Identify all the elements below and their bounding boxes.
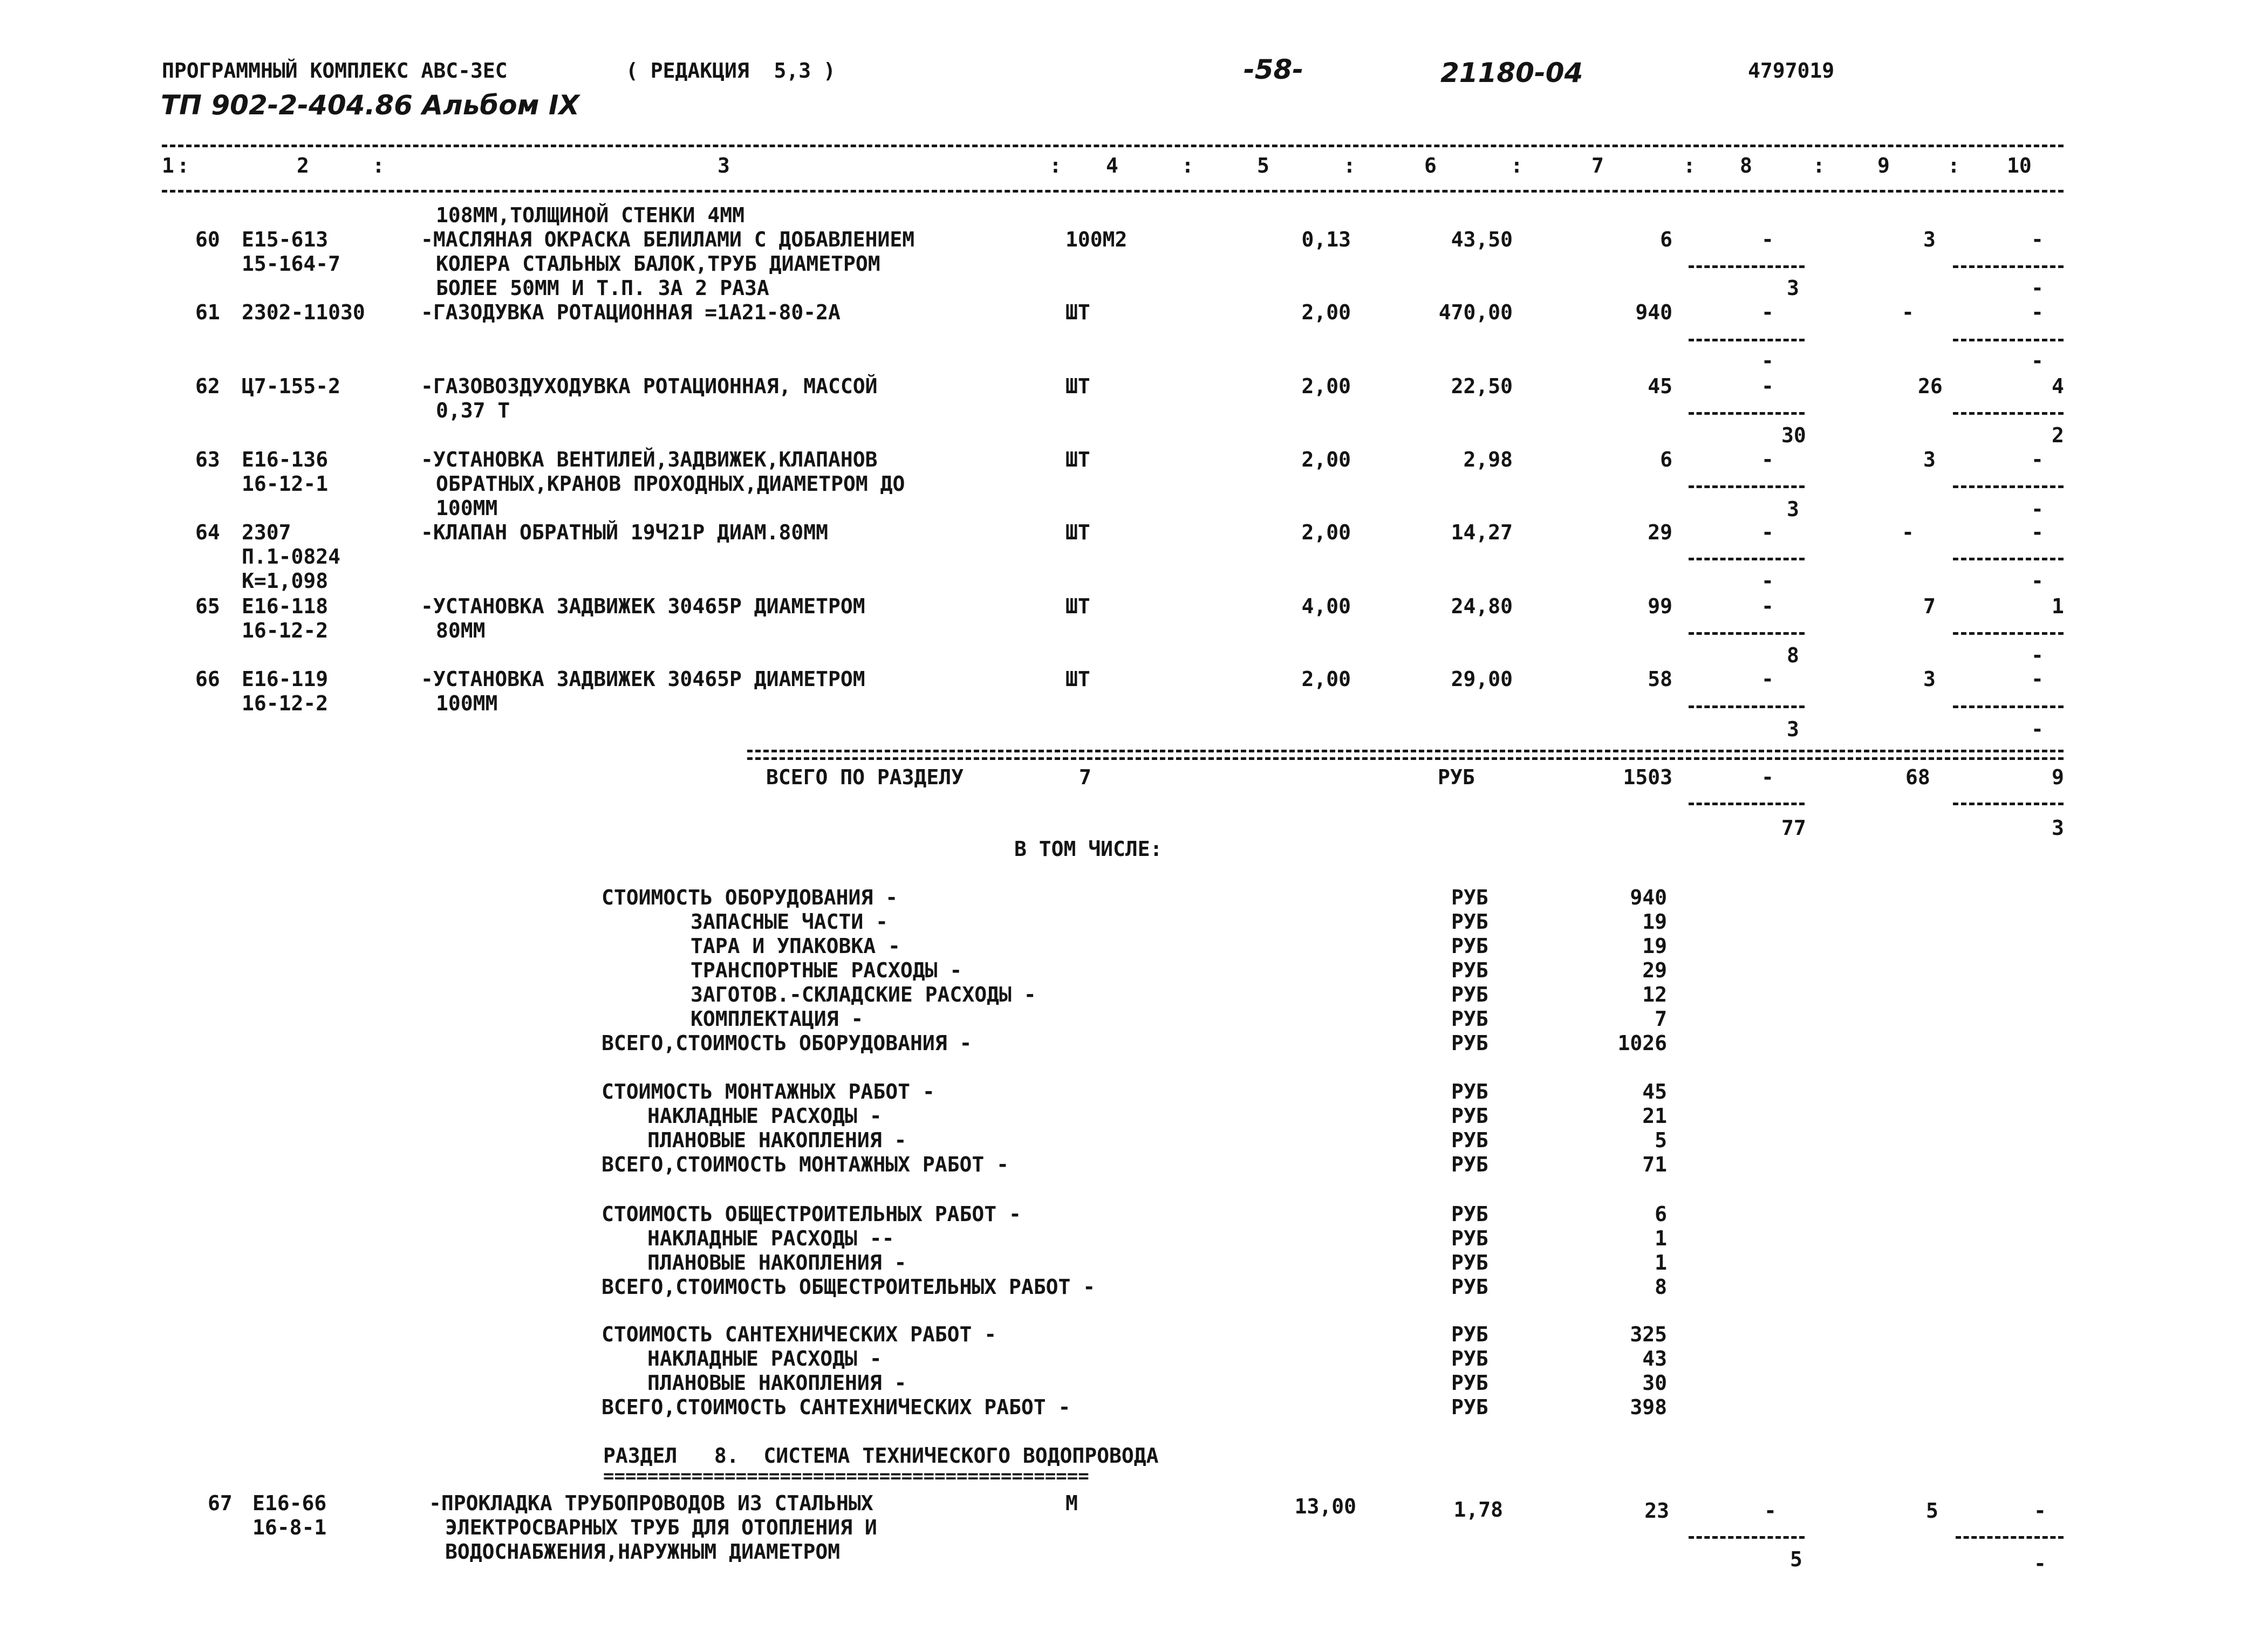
row-name-line: -УСТАНОВКА ЗАДВИЖЕК 30465Р ДИАМЕТРОМ [421,594,865,618]
header-rule-bottom [162,190,2064,193]
row-name-line: ВОДОСНАБЖЕНИЯ,НАРУЖНЫМ ДИАМЕТРОМ [445,1540,841,1564]
row-number: 65 [195,594,220,618]
breakdown-unit: РУБ [1451,1251,1488,1274]
row-col8-below: - [1761,349,1774,373]
section-total-rule [747,757,2064,760]
row-col8-rule [1689,412,1805,415]
breakdown-value: 940 [1630,886,1667,909]
program-title: ПРОГРАММНЫЙ КОМПЛЕКС АВС-3ЕС [162,59,508,83]
row-col10-below: - [2031,497,2044,521]
row-col8-below: 3 [1787,497,1799,521]
breakdown-label: ЗАПАСНЫЕ ЧАСТИ - [691,910,889,934]
row-code-line: 16-12-2 [242,691,329,715]
row-name-line: -УСТАНОВКА ВЕНТИЛЕЙ,ЗАДВИЖЕК,КЛАПАНОВ [421,448,878,471]
row-col10: - [2031,667,2044,691]
row-quantity: 2,00 [1301,667,1351,691]
row-col8: - [1761,594,1774,618]
breakdown-value: 29 [1642,958,1667,982]
breakdown-value: 19 [1642,910,1667,934]
col-sep: : [372,154,385,177]
row-col9: 3 [1923,667,1936,691]
row-total: 940 [1635,300,1672,324]
column-header-cell: 2 [297,154,309,177]
breakdown-label: СТОИМОСТЬ ОБЩЕСТРОИТЕЛЬНЫХ РАБОТ - [602,1202,1021,1226]
document-code: 21180-04 [1440,57,1583,88]
breakdown-label: ВСЕГО,СТОИМОСТЬ ОБЩЕСТРОИТЕЛЬНЫХ РАБОТ - [602,1275,1096,1299]
breakdown-label: ПЛАНОВЫЕ НАКОПЛЕНИЯ - [647,1128,907,1152]
col-sep: : [1511,154,1523,177]
breakdown-label: НАКЛАДНЫЕ РАСХОДЫ - [647,1104,882,1128]
row-col10-rule [1956,1536,2064,1539]
section-total-label: ВСЕГО ПО РАЗДЕЛУ [766,765,964,789]
col-sep: : [1049,154,1062,177]
row-name-line: 100ММ [436,496,498,520]
breakdown-unit: РУБ [1451,1153,1488,1176]
row-col8-below: - [1761,569,1774,593]
breakdown-unit: РУБ [1451,910,1488,934]
row-col8-below: 3 [1787,717,1799,741]
breakdown-label: ВСЕГО,СТОИМОСТЬ ОБОРУДОВАНИЯ - [602,1031,972,1055]
breakdown-value: 8 [1655,1275,1667,1299]
section-total-col8-rule [1689,803,1805,805]
section-total-unit: РУБ [1438,765,1475,789]
column-header-cell: 6 [1424,154,1437,177]
row-total: 6 [1660,228,1672,251]
row-unit-price: 24,80 [1451,594,1513,618]
row-unit-price: 2,98 [1463,448,1513,471]
breakdown-label: ПЛАНОВЫЕ НАКОПЛЕНИЯ - [647,1251,907,1274]
col-sep: : [1181,154,1194,177]
row-col9: 5 [1926,1499,1938,1523]
breakdown-unit: РУБ [1451,886,1488,909]
column-header-cell: 5 [1257,154,1269,177]
section-heading: РАЗДЕЛ 8. СИСТЕМА ТЕХНИЧЕСКОГО ВОДОПРОВОДА [603,1444,1159,1468]
breakdown-unit: РУБ [1451,1080,1488,1104]
column-header-cell: 4 [1106,154,1118,177]
breakdown-unit: РУБ [1451,983,1488,1006]
row-code-line: Ц7-155-2 [242,374,341,398]
breakdown-value: 7 [1655,1007,1667,1031]
row-code-line: К=1,098 [242,569,329,593]
row-col8-rule [1689,339,1805,341]
row-col9: 3 [1923,228,1936,251]
row-col8-below: 8 [1787,643,1799,667]
row-col10-rule [1953,558,2064,560]
breakdown-value: 45 [1642,1080,1667,1104]
row-code-line: П.1-0824 [242,545,341,568]
row-unit: ШТ [1065,448,1090,471]
row-unit: ШТ [1065,667,1090,691]
row-unit-price: 14,27 [1451,520,1513,544]
row-quantity: 2,00 [1301,448,1351,471]
row-col10: - [2031,300,2044,324]
edition-label: ( РЕДАКЦИЯ 5,3 ) [626,59,836,83]
row-name-line: ЭЛЕКТРОСВАРНЫХ ТРУБ ДЛЯ ОТОПЛЕНИЯ И [445,1516,877,1539]
row-col10-below: - [2034,1552,2046,1575]
row-col10-below: - [2031,569,2044,593]
row-code-line: Е16-118 [242,594,329,618]
header-rule-top [162,145,2064,147]
breakdown-label: НАКЛАДНЫЕ РАСХОДЫ - [647,1347,882,1370]
breakdown-label: СТОИМОСТЬ САНТЕХНИЧЕСКИХ РАБОТ - [602,1322,997,1346]
breakdown-value: 19 [1642,934,1667,958]
row-col8: - [1761,228,1774,251]
breakdown-value: 21 [1642,1104,1667,1128]
row-col8: - [1761,300,1774,324]
row-unit: ШТ [1065,594,1090,618]
breakdown-unit: РУБ [1451,1104,1488,1128]
row-total: 6 [1660,448,1672,471]
row-total: 29 [1648,520,1672,544]
row-name-line: -УСТАНОВКА ЗАДВИЖЕК 30465Р ДИАМЕТРОМ [421,667,865,691]
row-col8-below: 3 [1787,276,1799,300]
section-total-col10-rule [1953,803,2064,805]
row-col10: - [2031,520,2044,544]
row-code-line: Е15-613 [242,228,329,251]
row-number: 63 [195,448,220,471]
row-unit: 100М2 [1065,228,1128,251]
row-unit: ШТ [1065,300,1090,324]
row-col8: - [1764,1499,1777,1523]
row-total: 58 [1648,667,1672,691]
row-number: 67 [208,1491,233,1515]
row-name-line: 0,37 Т [436,399,510,422]
breakdown-value: 30 [1642,1371,1667,1395]
breakdown-label: ПЛАНОВЫЕ НАКОПЛЕНИЯ - [647,1371,907,1395]
row-code-line: 2307 [242,520,291,544]
col-sep: : [1683,154,1696,177]
row-code-line: Е16-136 [242,448,329,471]
row-col10-below: - [2031,276,2044,300]
col-sep: : [177,154,202,177]
row-code-line: Е16-66 [252,1491,327,1515]
album-reference: ТП 902-2-404.86 Альбом IX [161,90,580,121]
row-col9: 26 [1918,374,1943,398]
breakdown-label: ВСЕГО,СТОИМОСТЬ МОНТАЖНЫХ РАБОТ - [602,1153,1009,1176]
section-total-col8-below: 77 [1781,816,1806,840]
row-number: 64 [195,520,220,544]
section-total-col8: - [1761,765,1774,789]
row-col8-rule [1689,265,1805,268]
breakdown-label: ТРАНСПОРТНЫЕ РАСХОДЫ - [691,958,962,982]
breakdown-unit: РУБ [1451,1226,1488,1250]
row-quantity: 4,00 [1301,594,1351,618]
row-col8-below: 5 [1790,1547,1802,1571]
breakdown-label: СТОИМОСТЬ ОБОРУДОВАНИЯ - [602,886,898,909]
row-code-line: 16-12-2 [242,619,329,642]
row-name-line: БОЛЕЕ 50ММ И Т.П. ЗА 2 РАЗА [436,276,769,300]
col-sep: : [1813,154,1825,177]
breakdown-value: 71 [1642,1153,1667,1176]
row-col9: - [1902,520,1914,544]
row-col10: 4 [2052,374,2064,398]
breakdown-unit: РУБ [1451,1395,1488,1419]
row-code-line: 2302-11030 [242,300,365,324]
row-col8: - [1761,520,1774,544]
column-header-cell: 10 [2007,154,2032,177]
row-unit-price: 22,50 [1451,374,1513,398]
row-col10: - [2031,228,2044,251]
row-quantity: 2,00 [1301,374,1351,398]
row-col10: 1 [2052,594,2064,618]
breakdown-value: 5 [1655,1128,1667,1152]
breakdown-unit: РУБ [1451,1007,1488,1031]
section-total-col10: 9 [2052,765,2064,789]
row-total: 99 [1648,594,1672,618]
column-header-cell: 9 [1877,154,1890,177]
row-name-line: КОЛЕРА СТАЛЬНЫХ БАЛОК,ТРУБ ДИАМЕТРОМ [436,252,880,276]
row-col9: - [1902,300,1914,324]
row-number: 61 [195,300,220,324]
section-total-section: 7 [1079,765,1091,789]
row-col10: - [2034,1499,2046,1523]
row-unit-price: 43,50 [1451,228,1513,251]
row-unit-price: 29,00 [1451,667,1513,691]
row-col10-below: 2 [2052,423,2064,447]
breakdown-unit: РУБ [1451,1202,1488,1226]
col-sep: : [1343,154,1356,177]
row-name-line: -ГАЗОДУВКА РОТАЦИОННАЯ =1А21-80-2А [421,300,841,324]
breakdown-unit: РУБ [1451,1371,1488,1395]
column-header-cell: 3 [718,154,730,177]
row-code-line: 15-164-7 [242,252,341,276]
row-code-line: 16-8-1 [252,1516,327,1539]
breakdown-value: 325 [1630,1322,1667,1346]
breakdown-value: 12 [1642,983,1667,1006]
breakdown-label: СТОИМОСТЬ МОНТАЖНЫХ РАБОТ - [602,1080,935,1104]
row-number: 60 [195,228,220,251]
breakdown-label: КОМПЛЕКТАЦИЯ - [691,1007,864,1031]
breakdown-value: 1 [1655,1251,1667,1274]
row-total: 45 [1648,374,1672,398]
row-name-line: -ГАЗОВОЗДУХОДУВКА РОТАЦИОННАЯ, МАССОЙ [421,374,878,398]
row-unit-price: 1,78 [1453,1498,1503,1522]
row-col8: - [1761,374,1774,398]
row-unit: М [1065,1491,1078,1515]
breakdown-label: ТАРА И УПАКОВКА - [691,934,900,958]
row-col9: 7 [1923,594,1936,618]
document-number: 4797019 [1748,59,1835,83]
breakdown-unit: РУБ [1451,958,1488,982]
row-col10-below: - [2031,717,2044,741]
row-col10-rule [1953,339,2064,341]
row-col10-below: - [2031,643,2044,667]
breakdown-unit: РУБ [1451,1322,1488,1346]
including-heading: В ТОМ ЧИСЛЕ: [1014,837,1163,861]
row-unit: ШТ [1065,520,1090,544]
row-quantity: 2,00 [1301,300,1351,324]
row-code-line: 16-12-1 [242,472,329,496]
row-col8: - [1761,667,1774,691]
breakdown-value: 43 [1642,1347,1667,1370]
row-name-line: 100ММ [436,691,498,715]
row-number: 62 [195,374,220,398]
row-col10-rule [1953,265,2064,268]
row-name-line: 108ММ,ТОЛЩИНОЙ СТЕНКИ 4ММ [436,203,744,227]
row-col8-rule [1689,705,1805,708]
row-number: 66 [195,667,220,691]
breakdown-label: НАКЛАДНЫЕ РАСХОДЫ -- [647,1226,894,1250]
row-name-line: -ПРОКЛАДКА ТРУБОПРОВОДОВ ИЗ СТАЛЬНЫХ [429,1491,873,1515]
row-code-line: Е16-119 [242,667,329,691]
row-col10-rule [1953,412,2064,415]
col-sep: : [1948,154,1960,177]
breakdown-value: 1 [1655,1226,1667,1250]
row-col8-below: 30 [1781,423,1806,447]
row-name-line: 80ММ [436,619,486,642]
breakdown-value: 6 [1655,1202,1667,1226]
section-total-rule [747,750,2064,752]
breakdown-label: ЗАГОТОВ.-СКЛАДСКИЕ РАСХОДЫ - [691,983,1036,1006]
column-header-cell: 8 [1740,154,1752,177]
breakdown-value: 1026 [1617,1031,1667,1055]
column-header-cell: 7 [1591,154,1604,177]
row-col10-rule [1953,632,2064,635]
section-total-col9: 68 [1905,765,1930,789]
row-name-line: -КЛАПАН ОБРАТНЫЙ 19Ч21Р ДИАМ.80ММ [421,520,828,544]
row-col10: - [2031,448,2044,471]
row-col10-below: - [2031,349,2044,373]
row-name-line: ОБРАТНЫХ,КРАНОВ ПРОХОДНЫХ,ДИАМЕТРОМ ДО [436,472,905,496]
row-quantity: 2,00 [1301,520,1351,544]
row-col10-rule [1953,485,2064,488]
row-col8-rule [1689,558,1805,560]
breakdown-unit: РУБ [1451,1128,1488,1152]
breakdown-value: 398 [1630,1395,1667,1419]
breakdown-unit: РУБ [1451,934,1488,958]
column-header-cell: 1 [162,154,174,177]
section-heading-underline: ============================================ [603,1465,1089,1487]
breakdown-label: ВСЕГО,СТОИМОСТЬ САНТЕХНИЧЕСКИХ РАБОТ - [602,1395,1071,1419]
page-number: -58- [1244,54,1304,85]
row-col8-rule [1689,1536,1805,1539]
row-name-line: -МАСЛЯНАЯ ОКРАСКА БЕЛИЛАМИ С ДОБАВЛЕНИЕМ [421,228,915,251]
row-col8-rule [1689,632,1805,635]
row-unit-price: 470,00 [1438,300,1513,324]
breakdown-unit: РУБ [1451,1275,1488,1299]
section-total-value: 1503 [1623,765,1672,789]
row-col10-rule [1953,705,2064,708]
row-col8-rule [1689,485,1805,488]
section-total-col10-below: 3 [2052,816,2064,840]
breakdown-unit: РУБ [1451,1031,1488,1055]
row-quantity: 0,13 [1301,228,1351,251]
row-unit: ШТ [1065,374,1090,398]
row-col9: 3 [1923,448,1936,471]
row-total: 23 [1644,1499,1669,1523]
breakdown-unit: РУБ [1451,1347,1488,1370]
row-col8: - [1761,448,1774,471]
row-quantity: 13,00 [1294,1495,1356,1518]
